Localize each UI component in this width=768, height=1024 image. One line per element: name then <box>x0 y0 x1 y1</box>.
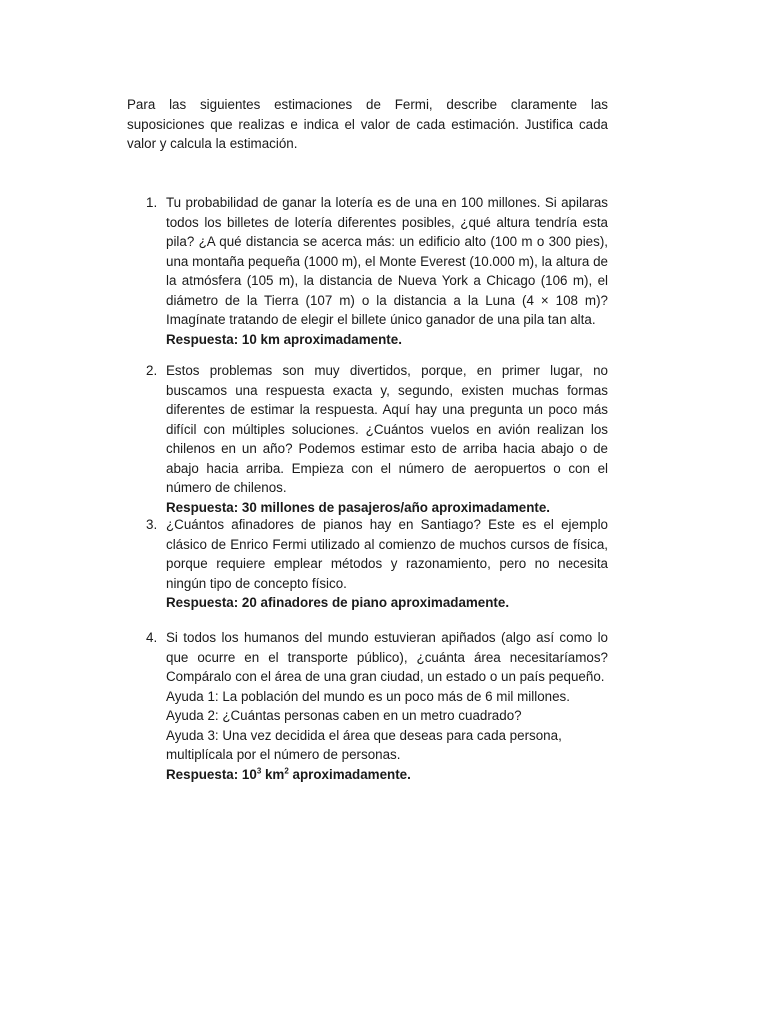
problem-body <box>166 628 608 784</box>
problem-answer: Respuesta: 20 afinadores de piano aproximadamente. <box>166 595 510 610</box>
problem-3 <box>127 515 608 613</box>
hint-3: Ayuda 3: Una vez decidida el área que deseas para cada persona, multiplícala por el número de personas. <box>166 727 562 762</box>
intro-paragraph: Para las siguientes estimaciones de Fermi, describe claramente las suposiciones que realizas e indica el valor de cada estimación. Justifica cada valor y calcula la estimación. <box>127 97 608 151</box>
problem-2 <box>127 361 608 517</box>
hint-1: Ayuda 1: La población del mundo es un poco más de 6 mil millones. <box>166 688 570 704</box>
problem-answer: Respuesta: 10 km aproximadamente. <box>166 331 402 347</box>
problem-answer: Respuesta: 30 millones de pasajeros/año aproximadamente. <box>166 499 551 515</box>
problem-text: Tu probabilidad de ganar la lotería es de una en 100 millones. Si apilaras todos los billetes de lotería diferentes posibles, ¿qué altura tendría esta pila? ¿A qué distancia se acerca más: un edificio alto (100 m o 300 pies), una montaña pequeña (1000 m), el Monte Everest (10.000 m), la altura de la atmósfera (105 m), la distancia de Nueva York a Chicago (106 m), el diámetro de la Tierra (107 m) o la distancia a la Luna (4 × 108 m)? Imagínate tratando de elegir el billete único ganador de una pila tan alta. <box>166 195 608 327</box>
problem-number: 1. <box>146 195 158 210</box>
answer-exponent-1: 3 <box>256 766 262 776</box>
problem-body <box>166 193 608 349</box>
answer-exponent-2: 2 <box>284 766 289 776</box>
answer-prefix: Respuesta: 10 <box>166 766 257 782</box>
problem-4 <box>127 628 608 784</box>
problem-body <box>166 361 608 517</box>
answer-unit: km <box>261 766 285 782</box>
problem-text: Estos problemas son muy divertidos, porque, en primer lugar, no buscamos una respuesta exacta y, segundo, existen muchas formas diferentes de estimar la respuesta. Aquí hay una pregunta un poco más difícil con múltiples soluciones. ¿Cuántos vuelos en avión realizan los chilenos en un año? Podemos estimar esto de arriba hacia abajo o de abajo hacia arriba. Empieza con el número de aeropuertos o con el número de chilenos. <box>166 363 608 495</box>
problem-1 <box>127 193 608 349</box>
hint-2: Ayuda 2: ¿Cuántas personas caben en un metro cuadrado? <box>166 708 522 723</box>
problem-text: Si todos los humanos del mundo estuvieran apiñados (algo así como lo que ocurre en el transporte público), ¿cuánta área necesitaríamos? Compáralo con el área de una gran ciudad, un estado o un país pequeño. <box>166 630 608 684</box>
problem-number: 3. <box>146 517 158 532</box>
answer-suffix: aproximadamente. <box>288 766 411 782</box>
problem-text: ¿Cuántos afinadores de pianos hay en Santiago? Este es el ejemplo clásico de Enrico Fermi utilizado al comienzo de muchos cursos de física, porque requiere emplear métodos y razonamiento, pero no necesita ningún tipo de concepto físico. <box>166 517 608 591</box>
problem-body <box>166 515 608 613</box>
problem-number: 4. <box>146 630 158 645</box>
problem-number: 2. <box>146 363 158 378</box>
problem-answer <box>166 765 608 785</box>
